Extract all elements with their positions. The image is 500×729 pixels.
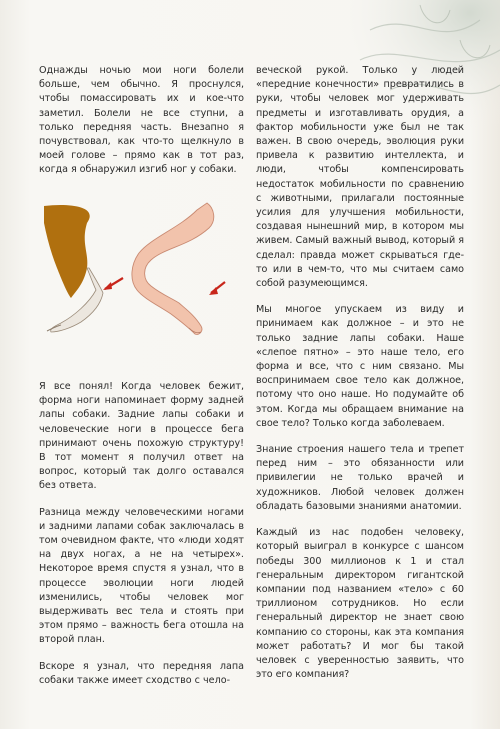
human-leg-drawing [132,203,214,334]
paragraph-understanding: Я все понял! Когда человек бежит, форма ноги напоминает форму задней лапы собаки. Задние лапы собаки и человеческие ноги в процессе бега принимают очень похожую структуру! В тот момент я получил ответ на вопрос, который так долго оставался без ответа. [39,381,244,492]
paragraph-front-paw: Вскоре я узнал, что передняя лапа собаки также имеет сходство с чело- [39,660,244,686]
left-column-bottom [39,380,244,700]
arrow-head-icon [103,282,112,290]
paragraph-hands-evolution: веческой рукой. Только у людей «передние конечности» превратились в руки, чтобы человек мог удерживать предметы и изготавливать орудия, а фактор мобильности уже был не так важен. В свою очередь, эволюция руки привела к развитию интеллекта, и люди, чтобы компенсировать недостаток мобильности по сравнению с животными, прилагали постоянные усилия для улучшения мобильности, создавая нынешний мир, в котором мы живем. Самый важный вывод, который я сделал: правда может скрываться где-то или в чем-то, что мы считаем само собой разумеющимся. [256,65,464,290]
paragraph-anatomy-knowledge: Знание строения нашего тела и трепет перед ним – это обязанности или привилегии не только врачей и художников. Любой человек должен обладать базовыми знаниями анатомии. [256,444,464,512]
leg-illustration [39,198,244,348]
paragraph-difference: Разница между человеческими ногами и задними лапами собак заключалась в том очевидном факте, что «люди ходят на двух ногах, а не на четырех». Некоторое время спустя я узнал, что в процессе эволюции ноги людей изменились, чтобы человек мог выдерживать вес тела и стоять при этом прямо – важность бега отошла на второй план. [39,506,244,646]
left-column-top [39,64,244,190]
dog-hind-leg-drawing [44,205,103,332]
right-column [256,64,464,694]
paragraph-night-pain: Однажды ночью мои ноги болели больше, чем обычно. Я проснулся, чтобы помассировать их и кое-что заметил. Болели не все ступни, а только передняя часть. Внезапно я почувствовал, как что-то щелкнуло в моей голове – прямо как в тот раз, когда я обнаружил изгиб ног у собаки. [39,65,244,176]
paragraph-ceo-analogy: Каждый из нас подобен человеку, который выиграл в конкурсе с шансом победы 300 миллионов к 1 и стал генеральным директором гигантской компании под названием «тело» с 60 триллионом сотрудников. Но если генеральный директор не знает свою компанию со стороны, как эта компания может работать? И мог бы такой человек с уверенностью заявить, что это его компания? [256,527,464,681]
paragraph-blind-spot: Мы многое упускаем из виду и принимаем как должное – и это не только задние лапы собаки. Наше «слепое пятно» – это наше тело, его форма и все, что с ним связано. Мы воспринимаем свое тело как должное, потому что оно наше. Но подумайте об этом. Когда мы обращаем внимание на свое тело? Только когда заболеваем. [256,304,464,429]
